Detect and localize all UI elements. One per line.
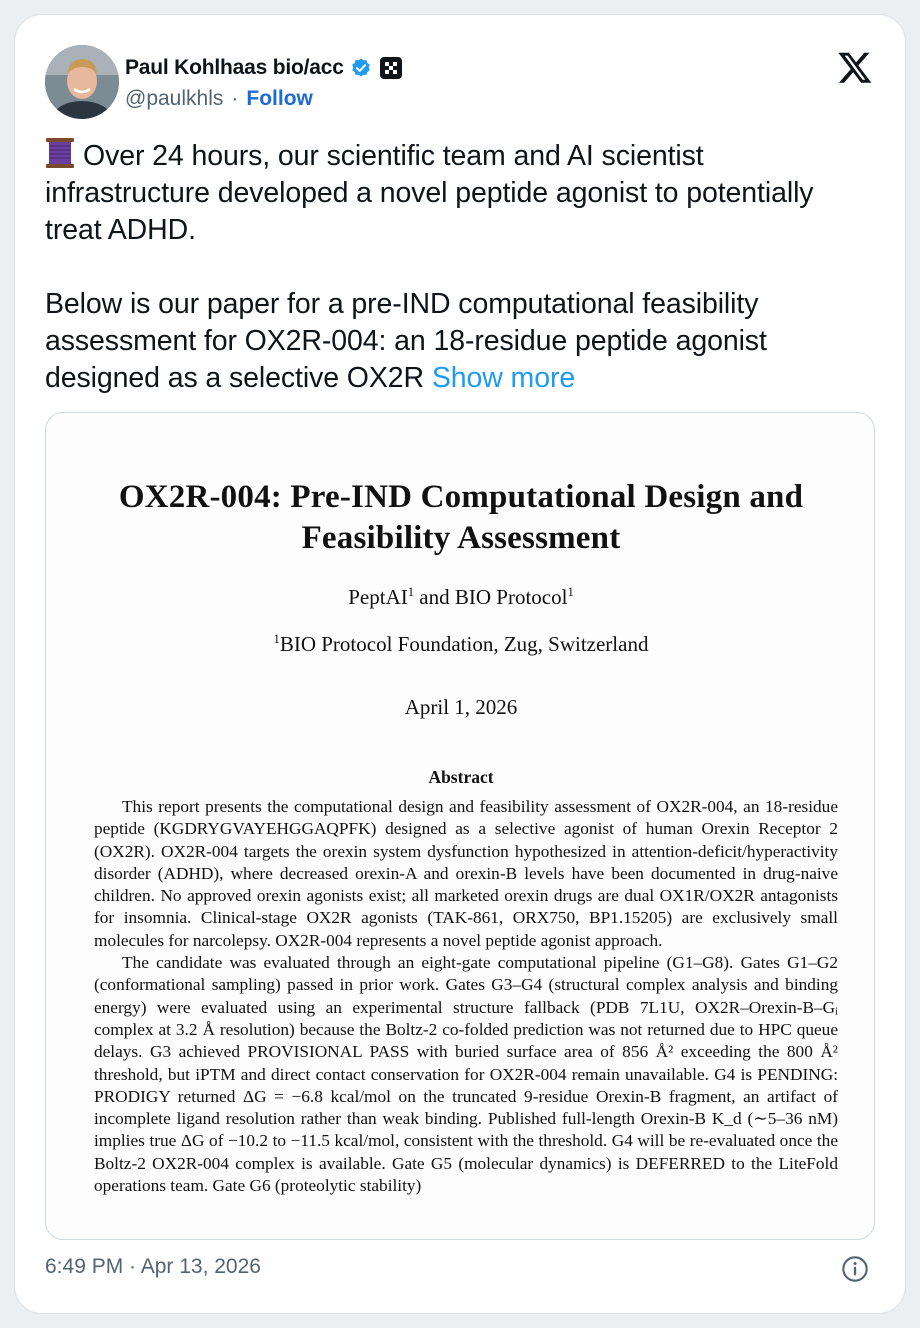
paper-title: OX2R-004: Pre-IND Computational Design and Feasibility Assessment bbox=[118, 479, 804, 556]
separator-dot: · bbox=[231, 87, 239, 110]
tweet-timestamp[interactable]: 6:49 PM · Apr 13, 2026 bbox=[45, 1255, 261, 1278]
verified-badge-icon bbox=[350, 57, 372, 79]
paper-image[interactable] bbox=[45, 412, 875, 1240]
abstract-paragraph-2: The candidate was evaluated through an eight-gate computational pipeline (G1–G8). Gates G1–G2 (conformational sampling) passed in prior work. Gates G3–G4 (structural complex analysis and binding energy) were evaluated using an experimental structure fallback (PDB 7L1U, OX2R–Orexin-B–Gᵢ complex at 3.2 Å resolution) because the Boltz-2 co-folded prediction was not returned due to HPC queue delays. G3 achieved PROVISIONAL PASS with buried surface area of 856 Å² exceeding the 800 Å² threshold, but iPTM and direct contact conservation for OX2R-004 remain unavailable. G4 is PENDING: PRODIGY returned ΔG = −6.8 kcal/mol on the truncated 9-residue Orexin-B fragment, an artifact of incomplete ligand resolution rather than weak binding. Published full-length Orexin-B K_d (∼5–36 nM) implies true ΔG of −10.2 to −11.5 kcal/mol, consistent with the threshold. G4 will be re-evaluated once the Boltz-2 OX2R-004 complex is available. Gate G5 (molecular dynamics) is DEFERRED to the LiteFold operations team. Gate G6 (proteolytic stability) bbox=[94, 953, 838, 1196]
tweet-paragraph-1: Over 24 hours, our scientific team and AI scientist infrastructure developed a novel peptide agonist to potentially treat ADHD. bbox=[45, 140, 814, 246]
paper-date: April 1, 2026 bbox=[404, 695, 518, 719]
paper-affiliation: $^1$BIO Protocol Foundation, Zug, Switzerland bbox=[273, 632, 649, 656]
author-name[interactable]: Paul Kohlhaas bio/acc bbox=[125, 56, 344, 79]
abstract-heading: Abstract bbox=[428, 767, 494, 787]
author-handle[interactable]: @paulkhls bbox=[125, 87, 224, 110]
abstract-body bbox=[94, 796, 838, 1197]
paper-authors: PeptAI$^1$ and BIO Protocol$^1$ bbox=[348, 585, 574, 609]
tweet-paragraph-2: Below is our paper for a pre-IND computational feasibility assessment for OX2R-004: an 18-residue peptide agonist designed as a selective OX2R bbox=[45, 288, 767, 394]
info-icon[interactable] bbox=[841, 1255, 869, 1283]
tweet-text bbox=[45, 137, 875, 397]
tweet-card bbox=[14, 14, 906, 1314]
thread-spool-icon bbox=[45, 137, 75, 169]
x-logo-icon[interactable] bbox=[837, 49, 873, 85]
abstract-paragraph-1: This report presents the computational design and feasibility assessment of OX2R-004, an 18-residue peptide (KGDRYGVAYEHGGAQPFK) designed as a selective agonist of human Orexin Receptor 2 (OX2R). OX2R-004 targets the orexin system dysfunction hypothesized in attention-deficit/hyperactivity disorder (ADHD), where decreased orexin-A and orexin-B levels have been documented in drug-naive children. No approved orexin agonists exist; all marketed orexin drugs are dual OX1R/OX2R antagonists for insomnia. Clinical-stage OX2R agonists (TAK-861, ORX750, BP1.15205) are exclusively small molecules for narcolepsy. OX2R-004 represents a novel peptide agonist approach. bbox=[94, 797, 838, 950]
show-more-link[interactable]: Show more bbox=[431, 362, 576, 394]
follow-button[interactable]: Follow bbox=[246, 87, 313, 110]
paper-page bbox=[46, 413, 875, 1240]
author-avatar[interactable] bbox=[45, 45, 119, 119]
affiliation-badge-icon[interactable] bbox=[380, 57, 402, 79]
